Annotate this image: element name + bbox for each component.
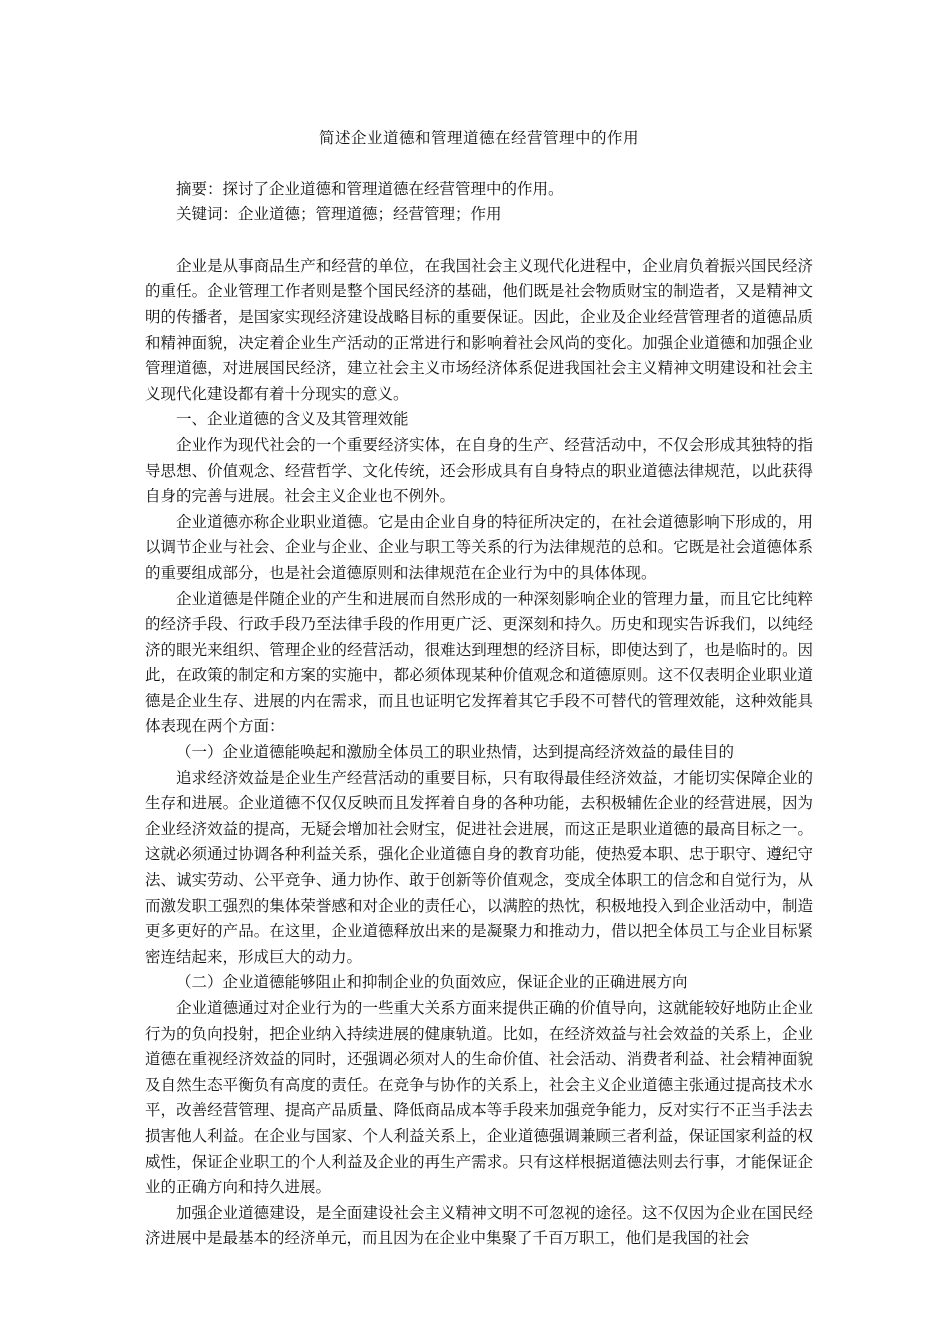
paragraph: 加强企业道德建设，是全面建设社会主义精神文明不可忽视的途径。这不仅因为企业在国民经济进展中是最基本的经济单元，而且因为在企业中集聚了千百万职工，他们是我国的社会 [145,1203,813,1248]
paragraph: 企业道德亦称企业职业道德。它是由企业自身的特征所决定的，在社会道德影响下形成的，用以调节企业与社会、企业与企业、企业与职工等关系的行为法律规范的总和。它既是社会道德体系的重要组成部分，也是社会道德原则和法律规范在企业行为中的具体体现。 [145,512,813,582]
keywords: 关键词：企业道德；管理道德；经营管理；作用 [176,205,502,224]
subsection-heading: （一）企业道德能唤起和激励全体员工的职业热情，达到提高经济效益的最佳目的 [176,743,735,762]
abstract: 摘要：探讨了企业道德和管理道德在经营管理中的作用。 [176,179,564,198]
paragraph: 企业作为现代社会的一个重要经济实体，在自身的生产、经营活动中，不仅会形成其独特的指导思想、价值观念、经营哲学、文化传统，还会形成具有自身特点的职业道德法律规范，以此获得自身的完善与进展。社会主义企业也不例外。 [145,435,813,506]
spacer [145,228,813,254]
subsection-heading: （二）企业道德能够阻止和抑制企业的负面效应，保证企业的正确进展方向 [176,973,688,992]
paragraph: 企业是从事商品生产和经营的单位，在我国社会主义现代化进程中，企业肩负着振兴国民经济的重任。企业管理工作者则是整个国民经济的基础，他们既是社会物质财宝的制造者，又是精神文明的传播者，是国家实现经济建设战略目标的重要保证。因此，企业及企业经营管理者的道德品质和精神面貌，决定着企业生产活动的正常进行和影响着社会风尚的变化。加强企业道德和加强企业管理道德，对进展国民经济，建立社会主义市场经济体系促进我国社会主义精神文明建设和社会主义现代化建设都有着十分现实的意义。 [145,256,813,403]
paragraph: 企业道德是伴随企业的产生和进展而自然形成的一种深刻影响企业的管理力量，而且它比纯粹的经济手段、行政手段乃至法律手段的作用更广泛、更深刻和持久。历史和现实告诉我们，以纯经济的眼光来组织、管理企业的经营活动，很难达到理想的经济目标，即使达到了，也是临时的。因此，在政策的制定和方案的实施中，都必须体现某种价值观念和道德原则。这不仅表明企业职业道德是企业生存、进展的内在需求，而且也证明它发挥着其它手段不可替代的管理效能，这种效能具体表现在两个方面： [145,589,813,736]
document-page [145,126,813,1252]
paragraph: 企业道德通过对企业行为的一些重大关系方面来提供正确的价值导向，这就能较好地防止企业行为的负向投射，把企业纳入持续进展的健康轨道。比如，在经济效益与社会效益的关系上，企业道德在重视经济效益的同时，还强调必须对人的生命价值、社会活动、消费者利益、社会精神面貌及自然生态平衡负有高度的责任。在竞争与协作的关系上，社会主义企业道德主张通过提高技术水平，改善经营管理、提高产品质量、降低商品成本等手段来加强竞争能力，反对实行不正当手法去损害他人利益。在企业与国家、个人利益关系上，企业道德强调兼顾三者利益，保证国家利益的权威性，保证企业职工的个人利益及企业的再生产需求。只有这样根据道德法则去行事，才能保证企业的正确方向和持久进展。 [145,999,813,1197]
paragraph: 追求经济效益是企业生产经营活动的重要目标，只有取得最佳经济效益，才能切实保障企业的生存和进展。企业道德不仅仅反映而且发挥着自身的各种功能，去积极辅佐企业的经营进展，因为企业经济效益的提高，无疑会增加社会财宝，促进社会进展，而这正是职业道德的最高目标之一。这就必须通过协调各种利益关系，强化企业道德自身的教育功能，使热爱本职、忠于职守、遵纪守法、诚实劳动、公平竞争、通力协作、敢于创新等价值观念，变成全体职工的信念和自觉行为，从而激发职工强烈的集体荣誉感和对企业的责任心，以满腔的热忱，积极地投入到企业活动中，制造更多更好的产品。在这里，企业道德释放出来的是凝聚力和推动力，借以把全体员工与企业目标紧密连结起来，形成巨大的动力。 [145,768,813,966]
section-heading: 一、企业道德的含义及其管理效能 [176,410,409,429]
document-title: 简述企业道德和管理道德在经营管理中的作用 [318,129,639,147]
